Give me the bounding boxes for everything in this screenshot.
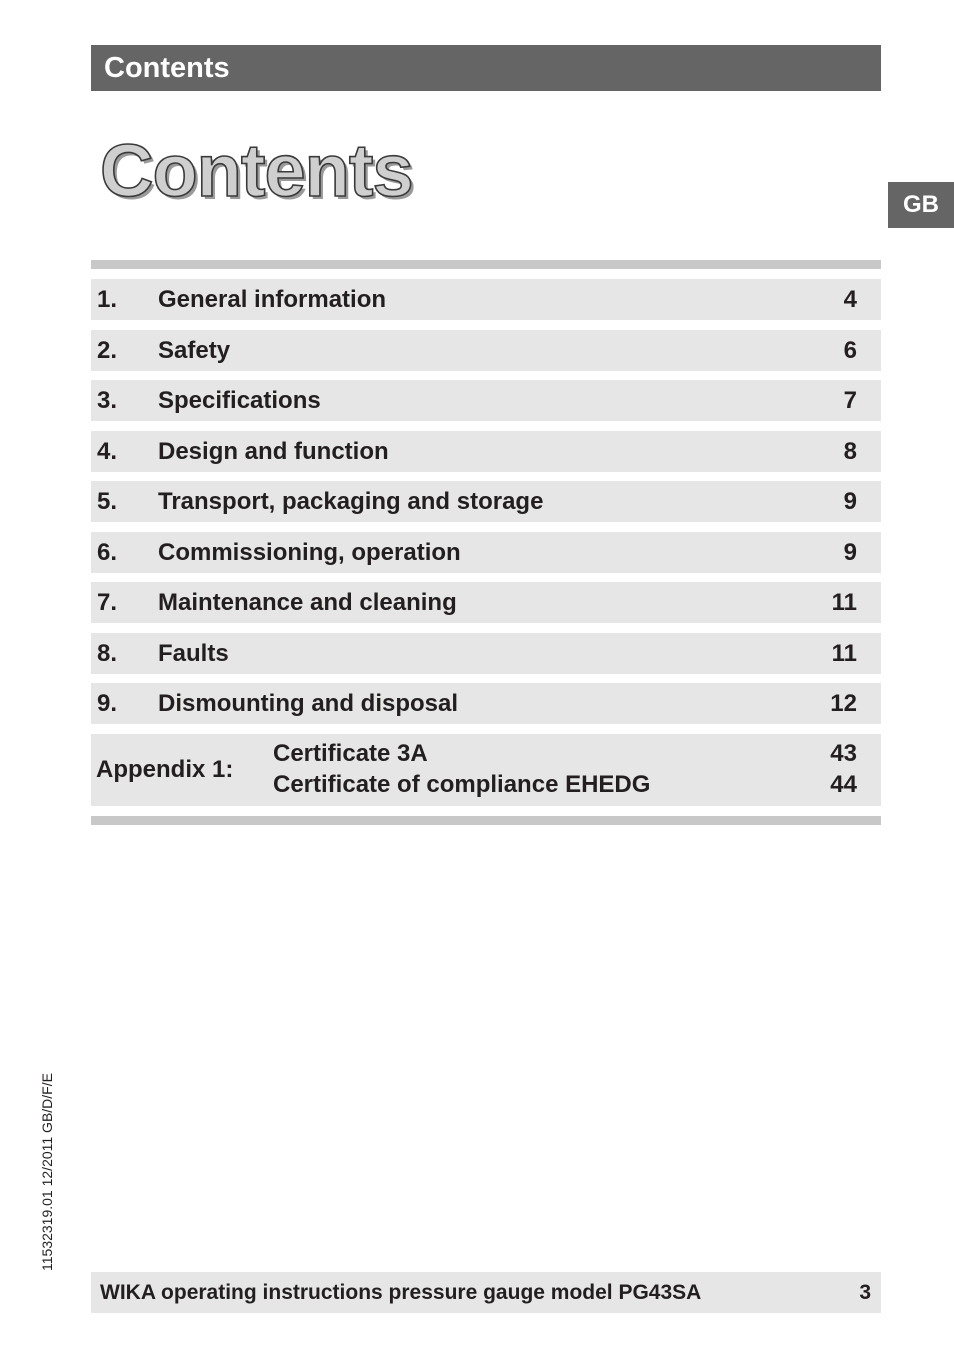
toc-page: 6 — [843, 336, 857, 364]
toc-number: 8. — [97, 639, 118, 667]
toc-item-commissioning[interactable] — [91, 532, 881, 573]
appendix-entry-title[interactable]: Certificate of compliance EHEDG — [273, 770, 651, 798]
bottom-divider — [91, 816, 881, 825]
table-of-contents — [91, 279, 881, 806]
toc-number: 4. — [97, 437, 118, 465]
toc-title: Dismounting and disposal — [158, 690, 459, 717]
top-divider — [91, 260, 881, 269]
toc-item-dismounting[interactable] — [91, 683, 881, 724]
toc-page: 7 — [843, 387, 857, 414]
section-header-title: Contents — [104, 52, 230, 84]
toc-title: Specifications — [158, 387, 321, 414]
toc-title: Faults — [158, 639, 229, 667]
toc-number: 7. — [97, 589, 118, 616]
toc-title: General information — [158, 286, 387, 313]
footer-page-number: 3 — [859, 1281, 871, 1304]
toc-number: 3. — [97, 387, 118, 414]
language-tab[interactable]: GB — [888, 182, 954, 228]
toc-item-design-and-function[interactable] — [91, 431, 881, 472]
toc-title: Transport, packaging and storage — [158, 488, 544, 515]
toc-page: 11 — [831, 589, 857, 616]
appendix-entry-title[interactable]: Certificate 3A — [273, 739, 428, 767]
toc-page: 12 — [830, 690, 857, 717]
appendix-entry-page: 44 — [830, 770, 857, 798]
toc-item-specifications[interactable] — [91, 380, 881, 421]
toc-page: 8 — [843, 437, 857, 465]
toc-number: 9. — [97, 690, 118, 717]
toc-page: 4 — [843, 286, 857, 313]
page-footer — [91, 1272, 881, 1313]
toc-item-general-information[interactable] — [91, 279, 881, 320]
footer-text: WIKA operating instructions pressure gauge model PG43SA — [100, 1281, 702, 1304]
appendix-entry-page: 43 — [830, 739, 857, 767]
toc-item-maintenance[interactable] — [91, 582, 881, 623]
toc-title: Design and function — [158, 437, 389, 465]
toc-number: 5. — [97, 488, 118, 515]
toc-page: 9 — [843, 488, 857, 515]
page-title: Contents — [100, 129, 413, 212]
toc-number: 2. — [97, 336, 118, 364]
toc-appendix[interactable] — [91, 734, 881, 806]
section-header — [91, 45, 881, 91]
appendix-label: Appendix 1: — [96, 755, 234, 783]
toc-number: 6. — [97, 538, 118, 566]
toc-item-faults[interactable] — [91, 633, 881, 674]
toc-title: Maintenance and cleaning — [158, 589, 457, 616]
toc-title: Safety — [158, 336, 231, 364]
toc-item-safety[interactable] — [91, 330, 881, 371]
toc-page: 11 — [831, 639, 857, 667]
document-code: 11532319.01 12/2011 GB/D/F/E — [39, 1073, 55, 1271]
toc-item-transport[interactable] — [91, 481, 881, 522]
toc-number: 1. — [97, 286, 118, 313]
toc-title: Commissioning, operation — [158, 538, 461, 566]
toc-page: 9 — [843, 538, 857, 566]
